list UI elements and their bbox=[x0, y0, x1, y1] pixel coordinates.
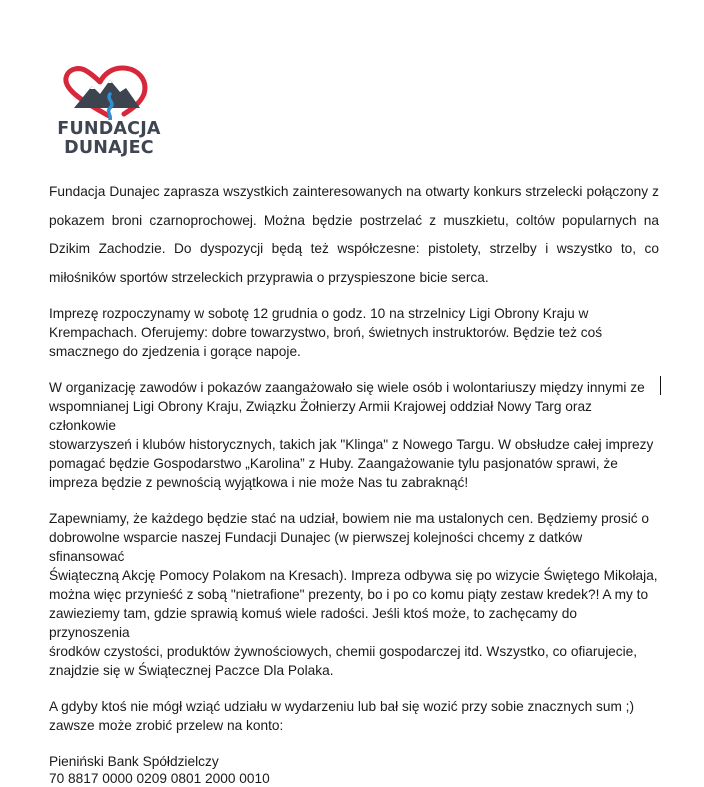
bank-account-number: 70 8817 0000 0209 0801 2000 0010 bbox=[49, 771, 270, 786]
paragraph-event bbox=[49, 304, 659, 361]
document-body bbox=[49, 178, 659, 787]
text-line: dobrowolne wsparcie naszej Fundacji Dunajec (w pierwszej kolejności chcemy z datków sfinansować bbox=[49, 530, 583, 564]
text-line: Imprezę rozpoczynamy w sobotę 12 grudnia o godz. 10 na strzelnicy Ligi Obrony Kraju w bbox=[49, 306, 589, 321]
text-line: znajdzie się w Świątecznej Paczce Dla Polaka. bbox=[49, 663, 334, 678]
paragraph-transfer bbox=[49, 697, 659, 735]
text-line: środków czystości, produktów żywnościowych, chemii gospodarczej itd. Wszystko, co ofiarujecie, bbox=[49, 644, 638, 659]
text-line: W organizację zawodów i pokazów zaangażowało się wiele osób i wolontariuszy między innymi ze bbox=[49, 380, 645, 395]
text-line: zawsze może zrobić przelew na konto: bbox=[49, 718, 284, 733]
text-cursor bbox=[660, 376, 661, 395]
text-line: smacznego do zjedzenia i gorące napoje. bbox=[49, 344, 301, 359]
paragraph-intro: Fundacja Dunajec zaprasza wszystkich zainteresowanych na otwarty konkurs strzelecki połączony z pokazem broni czarnoprochowej. Można będzie postrzelać z muszkietu, coltów popularnych na Dzikim Zachodzie. Do dyspozycji będą też współczesne: pistolety, strzelby i wszystko to, co miłośników sportów strzeleckich przyprawia o przyspieszone bicie serca. bbox=[49, 184, 659, 285]
logo-line-1: FUNDACJA bbox=[57, 119, 161, 139]
paragraph-donations bbox=[49, 509, 659, 680]
text-line: Krempachach. Oferujemy: dobre towarzystwo, broń, świetnych instruktorów. Będzie też coś bbox=[49, 325, 603, 340]
text-line: wspomnianej Ligi Obrony Kraju, Związku Żołnierzy Armii Krajowej oddział Nowy Targ oraz członkowie bbox=[49, 399, 592, 433]
text-line: zawieziemy tam, gdzie sprawią komuś wiele radości. Jeśli ktoś może, to zachęcamy do przynoszenia bbox=[49, 606, 577, 640]
bank-name: Pieniński Bank Spółdzielczy bbox=[49, 754, 219, 769]
paragraph-organizers bbox=[49, 378, 659, 492]
fundacja-dunajec-logo bbox=[54, 64, 164, 160]
text-line: Świąteczną Akcję Pomocy Polakom na Kresach). Impreza odbywa się po wizycie Świętego Mikołaja, bbox=[49, 568, 658, 583]
text-line: stowarzyszeń i klubów historycznych, takich jak "Klinga" z Nowego Targu. W obsłudze całej imprezy bbox=[49, 437, 654, 452]
bank-details bbox=[49, 753, 659, 787]
text-line: można więc przynieść z sobą "nietrafione" prezenty, bo i po co komu piąty zestaw kredek?! A my to bbox=[49, 587, 649, 602]
text-line: impreza będzie z pewnością wyjątkowa i nie może Nas tu zabraknąć! bbox=[49, 475, 469, 490]
text-line: A gdyby ktoś nie mógł wziąć udziału w wydarzeniu lub bał się wozić przy sobie znacznych sum ;) bbox=[49, 699, 635, 714]
logo-line-2: DUNAJEC bbox=[64, 138, 154, 158]
text-line: pomagać będzie Gospodarstwo „Karolina” z Huby. Zaangażowanie tylu pasjonatów sprawi, że bbox=[49, 456, 618, 471]
heart-mountains-icon bbox=[54, 64, 164, 120]
text-line: Zapewniamy, że każdego będzie stać na udział, bowiem nie ma ustalonych cen. Będziemy prosić o bbox=[49, 511, 650, 526]
